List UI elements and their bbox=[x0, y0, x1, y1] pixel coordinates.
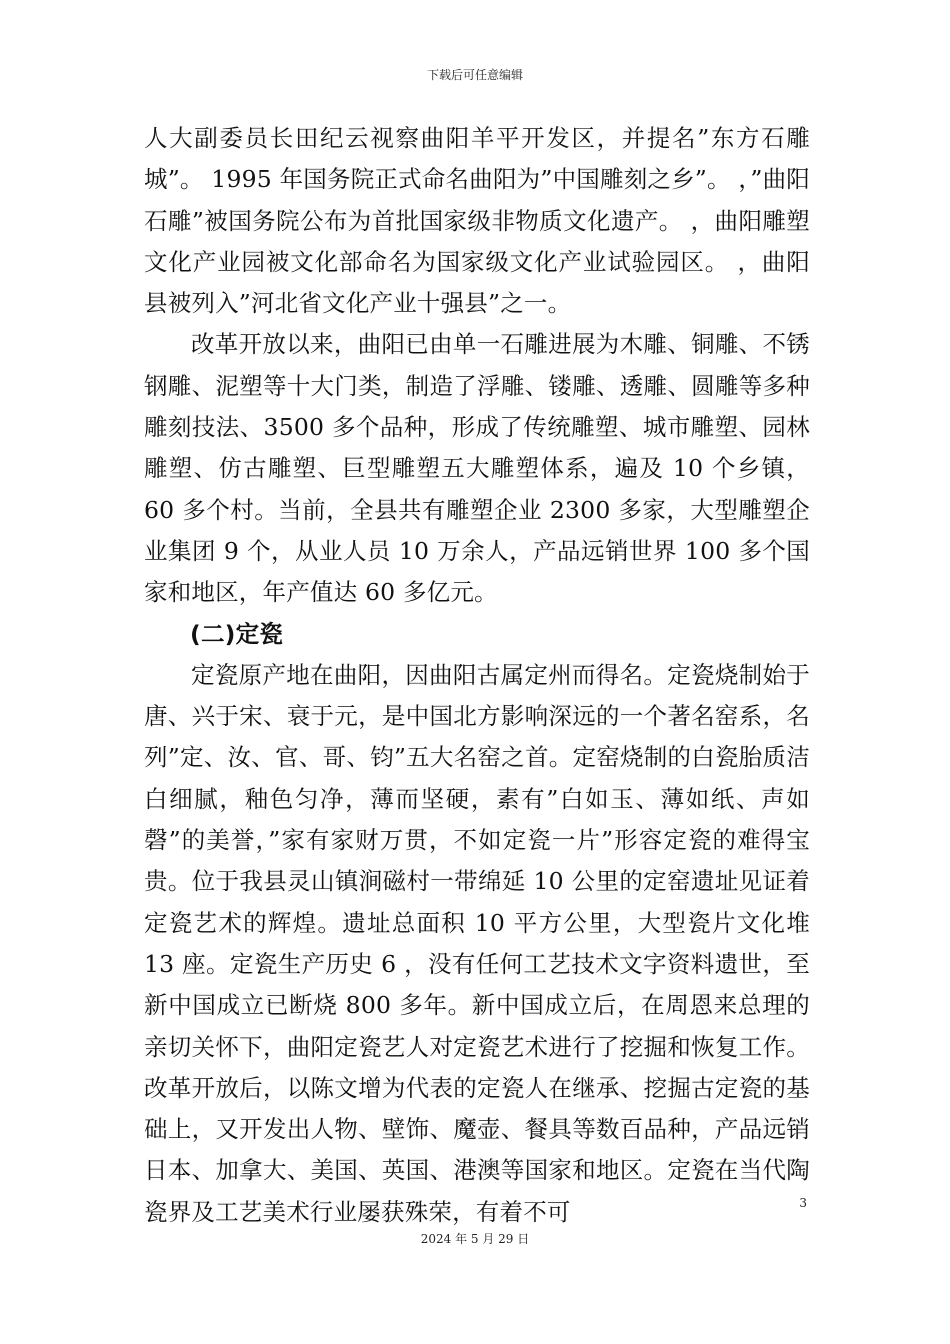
section-heading-ding-porcelain: (二)定瓷 bbox=[190, 619, 283, 648]
footer-date: 2024 年 5 月 29 日 bbox=[420, 1232, 530, 1246]
paragraph-ding-porcelain: 定瓷原产地在曲阳，因曲阳古属定州而得名。定瓷烧制始于唐、兴于宋、衰于元，是中国北方影响深远的一个著名窑系，名列”定、汝、官、哥、钧”五大名窑之首。定窑烧制的白瓷胎质洁白细腻，釉色匀净，薄而坚硬，素有”白如玉、薄如纸、声如磬”的美誉，”家有家财万贯，不如定瓷一片”形容定瓷的难得宝贵。位于我县灵山镇涧磁村一带绵延 10 公里的定窑遗址见证着定瓷艺术的辉煌。遗址总面积 10 平方公里，大型瓷片文化堆 13 座。定瓷生产历史 6 ，没有任何工艺技术文字资料遗世，至新中国成立已断烧 800 多年。新中国成立后，在周恩来总理的亲切关怀下，曲阳定瓷艺人对定瓷艺术进行了挖掘和恢复工作。改革开放后，以陈文增为代表的定瓷人在继承、挖掘古定瓷的基础上，又开发出人物、壁饰、魔壶、餐具等数百品种，产品远销日本、加拿大、美国、英国、港澳等国家和地区。定瓷在当代陶瓷界及工艺美术行业屡获殊荣，有着不可 bbox=[144, 660, 810, 1226]
page-number: 3 bbox=[799, 1196, 807, 1210]
paragraph-sculpture-development: 改革开放以来，曲阳已由单一石雕进展为木雕、铜雕、不锈钢雕、泥塑等十大门类，制造了浮雕、镂雕、透雕、圆雕等多种雕刻技法、3500 多个品种，形成了传统雕塑、城市雕塑、园林雕塑、仿古雕塑、巨型雕塑五大雕塑体系，遍及 10 个乡镇，60 多个村。当前，全县共有雕塑企业 2300 多家，大型雕塑企业集团 9 个，从业人员 10 万余人，产品远销世界 100 多个国家和地区，年产值达 60 多亿元。 bbox=[144, 330, 810, 607]
paragraph-continuation: 人大副委员长田纪云视察曲阳羊平开发区，并提名”东方石雕城”。 1995 年国务院正式命名曲阳为”中国雕刻之乡”。 ，”曲阳石雕”被国务院公布为首批国家级非物质文化遗产。 ，曲阳雕塑文化产业园被文化部命名为国家级文化产业试验园区。 ，曲阳县被列入”河北省文化产业十强县”之一。 bbox=[144, 124, 810, 318]
document-body bbox=[144, 118, 810, 1233]
page-header: 下载后可任意编辑 bbox=[426, 68, 523, 82]
